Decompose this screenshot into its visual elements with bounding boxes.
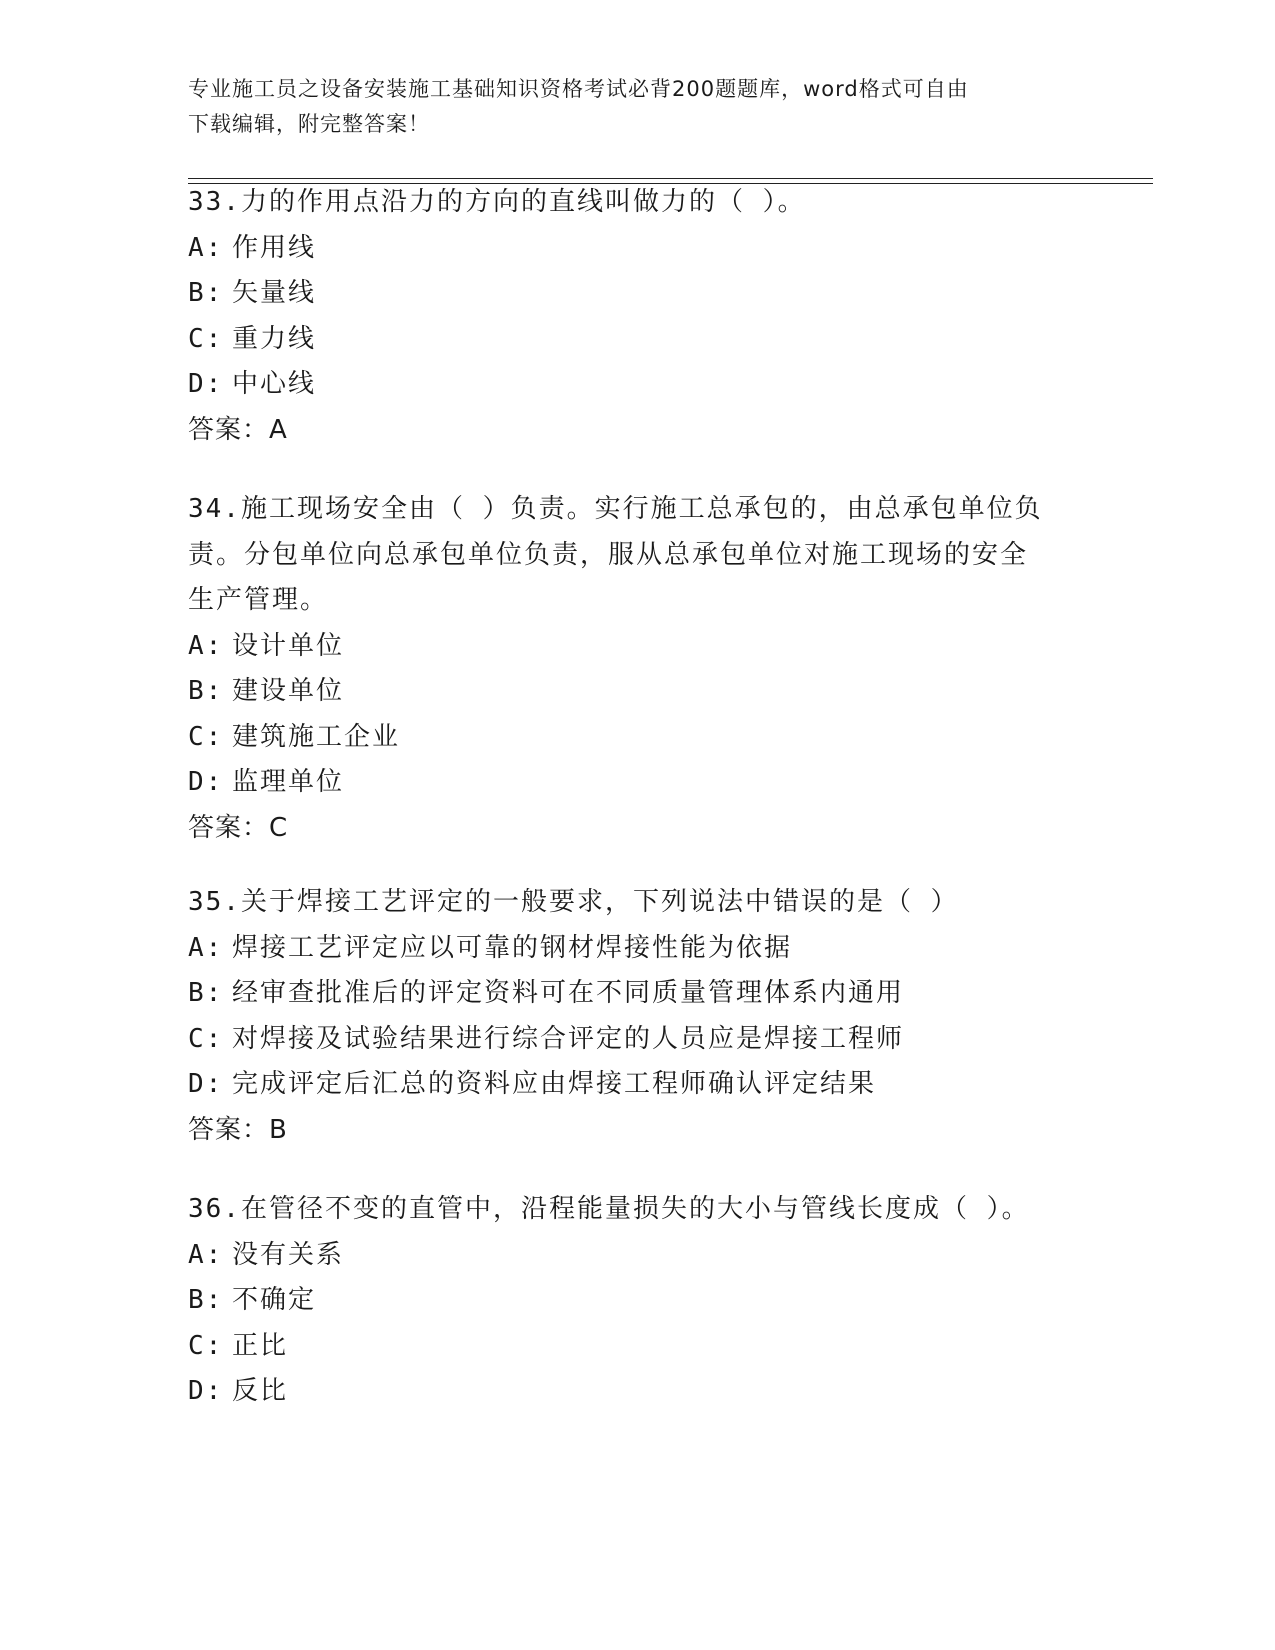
option-d: [188, 1062, 1068, 1108]
option-key: B:: [188, 1285, 224, 1315]
option-key: D:: [188, 1069, 224, 1099]
option-a: [188, 624, 1068, 670]
option-text: 完成评定后汇总的资料应由焊接工程师确认评定结果: [232, 1069, 877, 1099]
option-c: [188, 1017, 1068, 1063]
option-d: [188, 760, 1068, 806]
option-key: B:: [188, 978, 224, 1008]
option-key: C:: [188, 1023, 224, 1054]
option-key: A:: [188, 1239, 224, 1270]
option-c: [188, 715, 1068, 761]
question-stem: 35.关于焊接工艺评定的一般要求，下列说法中错误的是（ ）: [188, 887, 959, 917]
question-stem: 33.力的作用点沿力的方向的直线叫做力的（ ）。: [188, 187, 806, 217]
option-b: [188, 669, 1068, 715]
option-text: 作用线: [232, 232, 317, 263]
option-key: B:: [188, 278, 224, 308]
option-text: 没有关系: [232, 1239, 345, 1270]
option-c: [188, 317, 1068, 363]
question-33: [188, 180, 1068, 453]
option-c: [188, 1324, 1068, 1370]
option-text: 建设单位: [232, 676, 345, 706]
option-key: C:: [188, 1330, 224, 1361]
header-rule-top: [188, 178, 1153, 179]
option-text: 设计单位: [232, 630, 345, 661]
option-text: 矢量线: [232, 278, 317, 308]
option-text: 监理单位: [232, 767, 345, 797]
question-stem-line-1: 34.施工现场安全由（ ）负责。实行施工总承包的，由总承包单位负: [188, 494, 1043, 524]
question-stem-line-2: 责。分包单位向总承包单位负责，服从总承包单位对施工现场的安全: [188, 539, 1029, 570]
answer-line: 答案：A: [188, 414, 288, 445]
option-d: [188, 1369, 1068, 1415]
option-key: B:: [188, 676, 224, 706]
option-key: D:: [188, 767, 224, 797]
option-a: [188, 926, 1068, 972]
option-text: 重力线: [232, 323, 317, 354]
option-b: [188, 971, 1068, 1017]
option-key: A:: [188, 630, 224, 661]
question-stem-line-3: 生产管理。: [188, 585, 329, 615]
option-text: 对焊接及试验结果进行综合评定的人员应是焊接工程师: [232, 1023, 905, 1054]
question-36: [188, 1187, 1068, 1415]
option-a: [188, 226, 1068, 272]
header-line-2: 下载编辑，附完整答案！: [188, 112, 430, 136]
option-text: 焊接工艺评定应以可靠的钢材焊接性能为依据: [232, 932, 793, 963]
question-34: [188, 487, 1068, 851]
option-text: 正比: [232, 1330, 289, 1361]
document-header: [188, 72, 1068, 142]
option-b: [188, 271, 1068, 317]
option-d: [188, 362, 1068, 408]
option-a: [188, 1233, 1068, 1279]
answer-line: 答案：C: [188, 812, 289, 843]
option-text: 建筑施工企业: [232, 721, 401, 752]
answer-line: 答案：B: [188, 1114, 288, 1145]
option-text: 中心线: [232, 369, 317, 399]
question-35: [188, 880, 1068, 1153]
option-key: D:: [188, 369, 224, 399]
option-text: 反比: [232, 1376, 289, 1406]
option-key: C:: [188, 323, 224, 354]
option-key: C:: [188, 721, 224, 752]
option-key: D:: [188, 1376, 224, 1406]
question-stem: 36.在管径不变的直管中，沿程能量损失的大小与管线长度成（ ）。: [188, 1194, 1030, 1224]
option-key: A:: [188, 932, 224, 963]
option-b: [188, 1278, 1068, 1324]
option-key: A:: [188, 232, 224, 263]
option-text: 不确定: [232, 1285, 317, 1315]
header-line-1: 专业施工员之设备安装施工基础知识资格考试必背200题题库，word格式可自由: [188, 77, 969, 101]
option-text: 经审查批准后的评定资料可在不同质量管理体系内通用: [232, 978, 905, 1008]
